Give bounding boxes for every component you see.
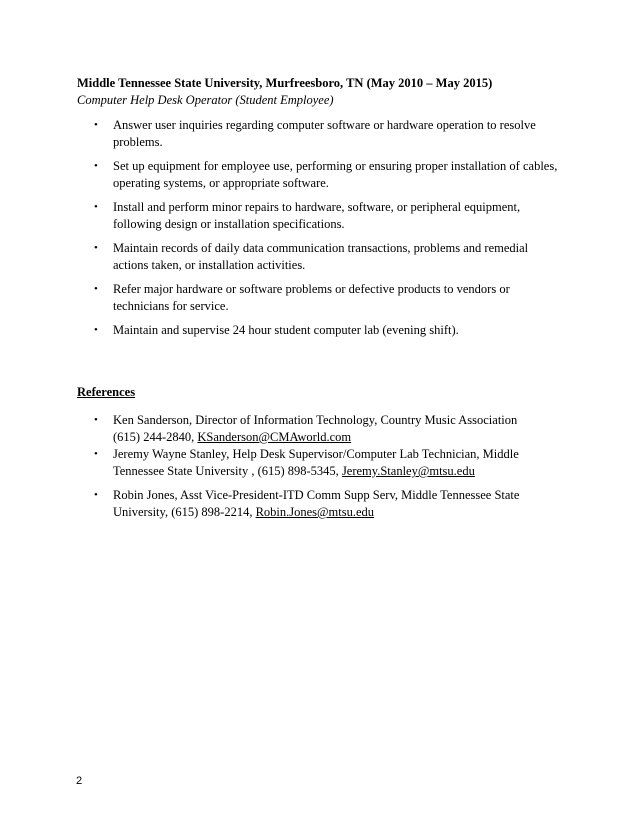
bullet-icon: • <box>94 283 98 295</box>
reference-item <box>77 412 577 446</box>
reference-contact-line <box>113 429 577 446</box>
bullet-icon: • <box>94 448 98 460</box>
duty-text-line: operating systems, or appropriate software. <box>113 176 329 190</box>
duty-text-line: following design or installation specifications. <box>113 217 345 231</box>
reference-email-link[interactable]: Jeremy.Stanley@mtsu.edu <box>341 464 475 478</box>
bullet-icon: • <box>94 242 98 254</box>
references-heading: References <box>77 385 136 399</box>
reference-contact-line <box>113 504 577 521</box>
bullet-icon: • <box>94 324 98 336</box>
job-title: Computer Help Desk Operator (Student Employee) <box>77 93 334 107</box>
duty-text-line: Answer user inquiries regarding computer software or hardware operation to resolve <box>113 118 536 132</box>
duty-text-line: Maintain and supervise 24 hour student computer lab (evening shift). <box>113 323 459 337</box>
page-number: 2 <box>76 775 83 787</box>
job-duties-list <box>77 117 577 346</box>
reference-phone: (615) 244-2840, <box>113 430 198 444</box>
duty-item <box>77 281 577 315</box>
duty-text-line: Refer major hardware or software problems or defective products to vendors or <box>113 282 510 296</box>
reference-phone: University, (615) 898-2214, <box>113 505 256 519</box>
bullet-icon: • <box>94 414 98 426</box>
reference-item <box>77 446 577 480</box>
references-list <box>77 412 577 521</box>
duty-text-line: Set up equipment for employee use, performing or ensuring proper installation of cables, <box>113 159 558 173</box>
bullet-icon: • <box>94 489 98 501</box>
duty-text-line: actions taken, or installation activities. <box>113 258 306 272</box>
reference-phone: Tennessee State University , (615) 898-5345, <box>113 464 342 478</box>
duty-item <box>77 240 577 274</box>
reference-name-line: Robin Jones, Asst Vice-President-ITD Comm Supp Serv, Middle Tennessee State <box>113 488 520 502</box>
duty-item <box>77 322 577 339</box>
employer-heading: Middle Tennessee State University, Murfreesboro, TN (May 2010 – May 2015) <box>77 76 493 90</box>
bullet-icon: • <box>94 160 98 172</box>
duty-text-line: Maintain records of daily data communication transactions, problems and remedial <box>113 241 529 255</box>
duty-text-line: Install and perform minor repairs to hardware, software, or peripheral equipment, <box>113 200 521 214</box>
bullet-icon: • <box>94 201 98 213</box>
reference-item <box>77 487 577 521</box>
reference-name-line: Ken Sanderson, Director of Information Technology, Country Music Association <box>113 413 518 427</box>
duty-item <box>77 199 577 233</box>
reference-email-link[interactable]: KSanderson@CMAworld.com <box>197 430 352 444</box>
duty-text-line: problems. <box>113 135 163 149</box>
bullet-icon: • <box>94 119 98 131</box>
reference-name-line: Jeremy Wayne Stanley, Help Desk Supervisor/Computer Lab Technician, Middle <box>113 447 519 461</box>
duty-item <box>77 117 577 151</box>
reference-contact-line <box>113 463 577 480</box>
reference-email-link[interactable]: Robin.Jones@mtsu.edu <box>255 505 375 519</box>
duty-text-line: technicians for service. <box>113 299 229 313</box>
duty-item <box>77 158 577 192</box>
